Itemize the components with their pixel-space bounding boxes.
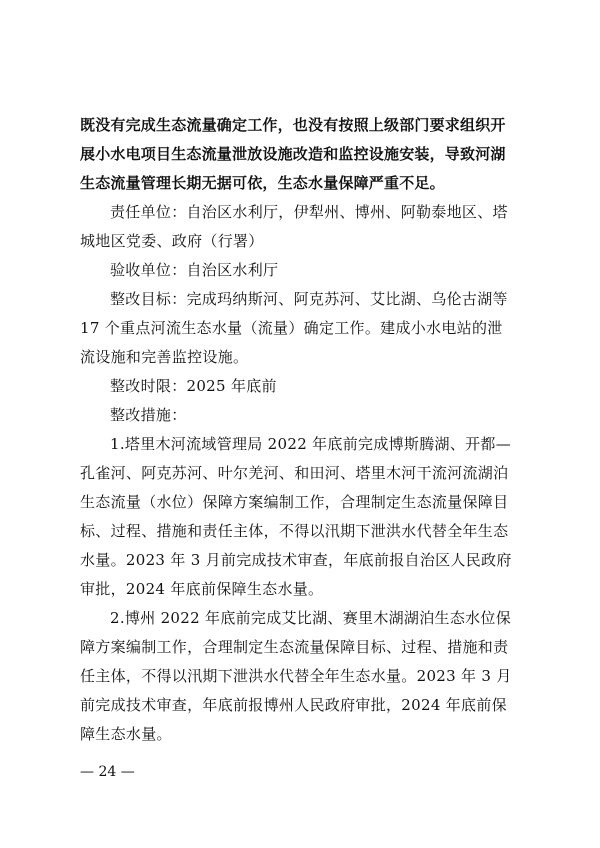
acceptance-unit-line: 验收单位：自治区水利厅	[110, 261, 279, 279]
measure-2-line: 任主体，不得以汛期下泄洪水代替全年生态水量。2023 年 3 月	[80, 667, 512, 685]
measure-1-line: 标、过程、措施和责任主体，不得以汛期下泄洪水代替全年生态	[80, 522, 509, 540]
rectification-goal-line: 流设施和完善监控设施。	[80, 348, 249, 366]
measure-2-line: 障方案编制工作，合理制定生态流量保障目标、过程、措施和责	[80, 638, 509, 656]
rectification-goal-line: 17 个重点河流生态水量（流量）确定工作。建成小水电站的泄	[80, 319, 503, 337]
measure-1-line: 审批，2024 年底前保障生态水量。	[80, 580, 324, 598]
measure-1-line: 生态流量（水位）保障方案编制工作，合理制定生态流量保障目	[80, 493, 509, 511]
measures-heading: 整改措施：	[110, 406, 187, 424]
measure-2-line: 2.博州 2022 年底前完成艾比湖、赛里木湖湖泊生态水位保	[110, 609, 512, 627]
paragraph-line: 既没有完成生态流量确定工作，也没有按照上级部门要求组织开	[80, 116, 506, 134]
measure-1-line: 1.塔里木河流域管理局 2022 年底前完成博斯腾湖、开都—	[110, 435, 512, 453]
measure-2-line: 障生态水量。	[80, 725, 172, 743]
responsible-unit-line: 责任单位：自治区水利厅，伊犁州、博州、阿勒泰地区、塔	[110, 203, 508, 221]
measure-2-line: 前完成技术审查，年底前报博州人民政府审批，2024 年底前保	[80, 696, 507, 714]
page-number: — 24 —	[80, 764, 135, 780]
deadline-line: 整改时限：2025 年底前	[110, 377, 277, 395]
rectification-goal-line: 整改目标：完成玛纳斯河、阿克苏河、艾比湖、乌伦古湖等	[110, 290, 508, 308]
responsible-unit-line: 城地区党委、政府（行署）	[80, 232, 264, 250]
measure-1-line: 水量。2023 年 3 月前完成技术审查，年底前报自治区人民政府	[80, 551, 512, 569]
paragraph-line: 展小水电项目生态流量泄放设施改造和监控设施安装，导致河湖	[80, 145, 506, 163]
measure-1-line: 孔雀河、阿克苏河、叶尔羌河、和田河、塔里木河干流河流湖泊	[80, 464, 509, 482]
paragraph-line: 生态流量管理长期无据可依，生态水量保障严重不足。	[80, 174, 445, 192]
